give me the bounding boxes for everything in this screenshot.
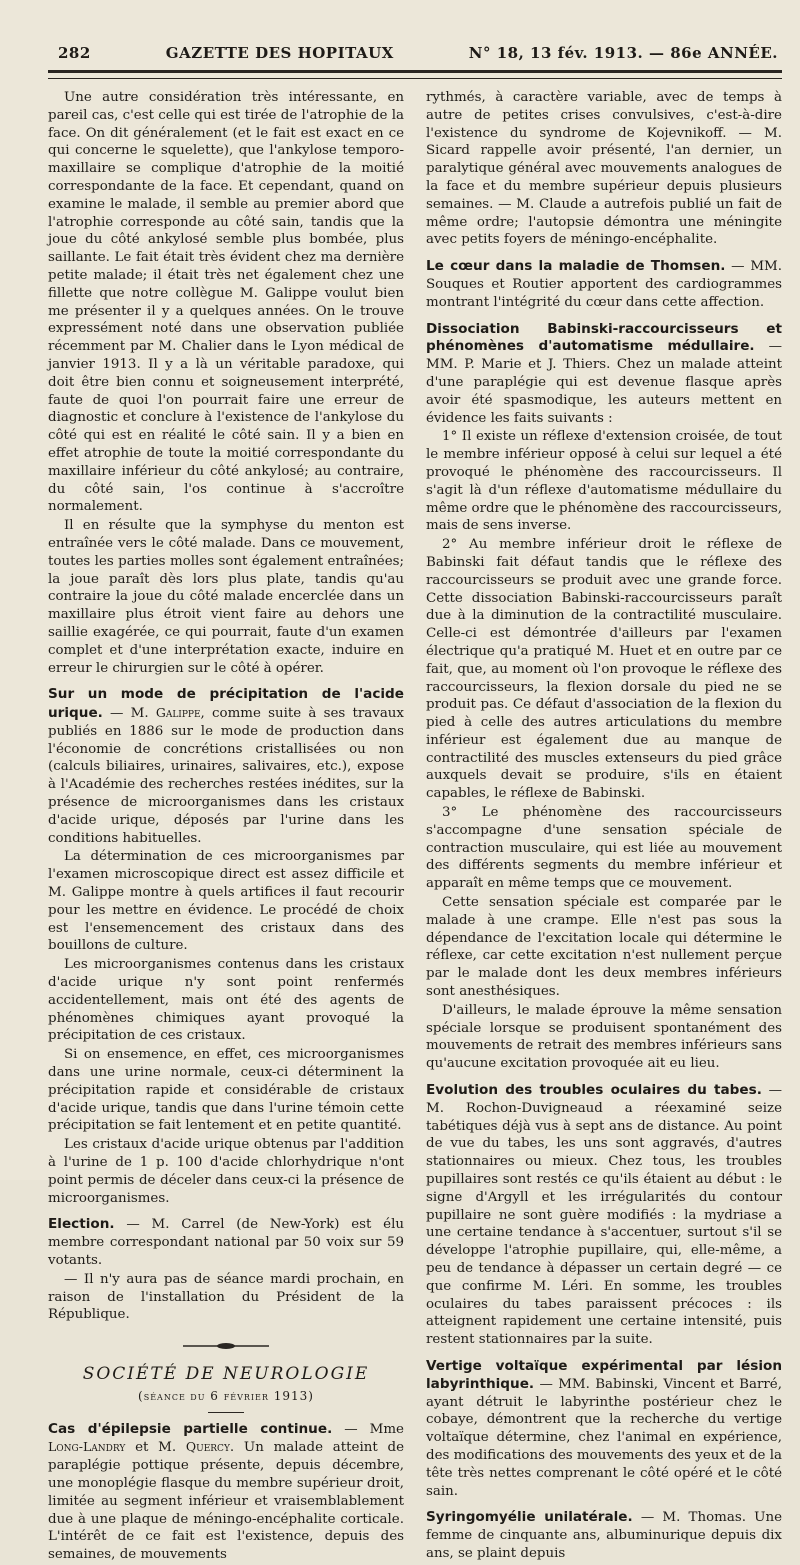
paragraph: 3° Le phénomène des raccourcisseurs s'accompagne d'une sensation spéciale de contraction musculaire, qui est liée au mouvement des différents segments du membre inférieur et apparaît en même temps que ce mouvement. — [426, 805, 782, 892]
section-election: Election. — M. Carrel (de New-York) est élu membre correspondant national par 50 voix sur 59 votants. — [48, 1216, 404, 1268]
section-vertigo: Vertige voltaïque expérimental par lésion labyrinthique. — MM. Babinski, Vincent et Barré, ayant détruit le labyrinthe postérieur chez le cobaye, démontrent que la recherche du vertige voltaïque détermine, chez l'animal en expérience, des modifications des mouvements des yeux et de la tête très nettes comprenant le côté opéré et le côté sain. — [426, 1357, 782, 1499]
paragraph: Les cristaux d'acide urique obtenus par l'addition à l'urine de 1 p. 100 d'acide chlorhydrique n'ont point permis de déceler dans ceux-ci la présence de microorganismes. — [48, 1137, 404, 1206]
page-number: 282 — [58, 44, 91, 62]
author-name: Galippe — [155, 705, 201, 721]
issue-info: N° 18, 13 fév. 1913. — 86e ANNÉE. — [468, 44, 778, 62]
journal-title: GAZETTE DES HOPITAUX — [165, 44, 394, 62]
section-uric-acid: Sur un mode de précipitation de l'acide urique. — M. Galippe, comme suite à ses travaux publiés en 1886 sur le mode de production dans l'économie de concrétions cristallisées ou non (calculs biliaires, urinaires, salivaires, etc.), expose à l'Académie des recherches restées inédites, sur la présence de microorganismes dans les cristaux d'acide urique, déposés par l'urine dans les conditions habituelles. — [48, 686, 404, 846]
right-column — [426, 89, 782, 1565]
paragraph: rythmés, à caractère variable, avec de temps à autre de petites crises convulsives, c'est-à-dire l'existence du syndrome de Kojevnikoff. — M. Sicard rappelle avoir présenté, l'an dernier, un paralytique général avec mouvements analogues de la face et du membre supérieur depuis plusieurs semaines. — M. Claude a autrefois publié un fait de même ordre; l'autopsie démontra une méningite avec petits foyers de méningo-encéphalite. — [426, 90, 782, 248]
section-babinski: Dissociation Babinski-raccourcisseurs et phénomènes d'automatisme médullaire. — MM. P. Marie et J. Thiers. Chez un malade atteint d'une paraplégie qui est devenue flasque après avoir été spasmodique, les auteurs mettent en évidence les faits suivants : — [426, 320, 782, 426]
section-epilepsy: Cas d'épilepsie partielle continue. — Mme Long-Landry et M. Quercy. Un malade atteint de paraplégie pottique présente, depuis décembre, une monoplégie flasque du membre supérieur droit, limitée au segment inférieur et vraisemblablement due à une plaque de méningo-encéphalite corticale. L'intérêt de ce fait est l'existence, depuis des semaines, de mouvements — [48, 1420, 404, 1563]
section-heading: Sur un mode de précipitation de l'acide urique. — [48, 686, 404, 722]
header-rule — [48, 70, 782, 79]
text-columns — [48, 89, 782, 1565]
section-heading: Cas d'épilepsie partielle continue. — [48, 1420, 333, 1437]
section-heading: Evolution des troubles oculaires du tabes. — [426, 1082, 762, 1099]
section-heading: Dissociation Babinski-raccourcisseurs et phénomènes d'automatisme médullaire. — [426, 320, 782, 355]
paragraph: Les microorganismes contenus dans les cristaux d'acide urique n'y sont point renfermés accidentellement, mais ont été des agents de phénomènes chimiques ayant provoqué la précipitation de ces cristaux. — [48, 957, 404, 1044]
author-name: Long-Landry — [48, 1439, 126, 1455]
paragraph: Si on ensemence, en effet, ces microorganismes dans une urine normale, ceux-ci déterminent la précipitation rapide et considérable de cristaux d'acide urique, tandis que dans l'urine témoin cette précipitation se fait lentement et en petite quantité. — [48, 1047, 404, 1134]
section-tabes: Evolution des troubles oculaires du tabes. — M. Rochon-Duvigneaud a réexaminé seize tabétiques déjà vus à sept ans de distance. Au point de vue du tabes, les uns sont aggravés, d'autres stationnaires ou mieux. Chez tous, les troubles pupillaires sont restés ce qu'ils étaient au début : le signe d'Argyll et les irrégularités du contour pupillaire ne sont guère modifiés : la mydriase a une certaine tendance à s'accentuer, surtout s'il se développe l'atrophie pupillaire, qui, elle-même, a peu de tendance à dépasser un certain degré — ce que confirme M. Léri. En somme, les troubles oculaires du tabes paraissent précoces : ils atteignent rapidement une certaine intensité, puis restent stationnaires par la suite. — [426, 1082, 782, 1348]
ornament-divider — [48, 1338, 404, 1356]
section-heading: Syringomyélie unilatérale. — [426, 1509, 633, 1526]
paragraph: 1° Il existe un réflexe d'extension croisée, de tout le membre inférieur opposé à celui sur lequel a été provoqué le phénomène des raccourcisseurs. Il s'agit là d'un réflexe d'automatisme médullaire du même ordre que le phénomène des raccourcisseurs, mais de sens inverse. — [426, 429, 782, 534]
ornament-rule-icon — [181, 1342, 271, 1350]
paragraph: Cette sensation spéciale est comparée par le malade à une crampe. Elle n'est pas sous la dépendance de l'excitation locale qui détermine le réflexe, car cette excitation n'est nullement perçue par le malade dont les deux membres inférieurs sont anesthésiques. — [426, 895, 782, 1000]
paragraph: D'ailleurs, le malade éprouve la même sensation spéciale lorsque se produisent spontanément des mouvements de retrait des membres inférieurs sans qu'aucune excitation provoquée ait eu lieu. — [426, 1002, 782, 1072]
section-heading: Vertige voltaïque expérimental par lésion labyrinthique. — [426, 1357, 782, 1392]
short-divider — [208, 1412, 244, 1413]
paragraph: La détermination de ces microorganismes par l'examen microscopique direct est assez difficile et M. Galippe montre à quels artifices il faut recourir pour les mettre en évidence. Le procédé de choix est l'ensemencement des cristaux dans des bouillons de culture. — [48, 849, 404, 954]
section-syringomyelia: Syringomyélie unilatérale. — M. Thomas. Une femme de cinquante ans, albuminurique depuis dix ans, se plaint depuis — [426, 1509, 782, 1561]
society-title: SOCIÉTÉ DE NEUROLOGIE — [82, 1363, 370, 1384]
left-column — [48, 89, 404, 1565]
section-heading: Le cœur dans la maladie de Thomsen. — [426, 258, 726, 275]
paragraph: — Il n'y aura pas de séance mardi prochain, en raison de l'installation du Président de la République. — [48, 1271, 404, 1323]
session-date: (séance du 6 février 1913) — [138, 1388, 314, 1403]
paragraph: Il en résulte que la symphyse du menton est entraînée vers le côté malade. Dans ce mouvement, toutes les parties molles sont également entraînées; la joue paraît dès lors plus plate, tandis qu'au contraire la joue du côté malade encerclée dans un maxillaire plus étroit vient faire au dehors une saillie exagérée, ce qui pourrait, faute d'un examen complet et d'une interprétation exacte, induire en erreur le chirurgien sur le côté à opérer. — [48, 518, 404, 676]
paragraph: Une autre considération très intéressante, en pareil cas, c'est celle qui est tirée de l'atrophie de la face. On dit généralement (et le fait est exact en ce qui concerne le squelette), que l'ankylose temporo-maxillaire se complique d'atrophie de la moitié correspondante de la face. Et cependant, quand on examine le malade, il semble au premier abord que l'atrophie corresponde au côté sain, tandis que la joue du côté ankylosé semble plus bombée, plus saillante. Le fait était très évident chez ma dernière petite malade; il était très net également chez une fillette que notre collègue M. Galippe voulut bien me présenter il y a quelques années. On le trouve expressément noté dans une observation publiée récemment par M. Chalier dans le Lyon médical de janvier 1913. Il y a là un véritable paradoxe, qui doit être bien connu et soigneusement interprété, faute de quoi l'on pourrait faire une erreur de diagnostic et conclure à l'existence de l'ankylose du côté qui est en réalité le côté sain. Il y a bien en effet atrophie de toute la moitié correspondante du maxillaire inférieur du côté ankylosé; au contraire, du côté sain, l'os continue à s'accroître normalement. — [48, 90, 404, 515]
section-heading: Election. — [48, 1216, 115, 1233]
author-name: Quercy — [185, 1439, 230, 1455]
section-thomsen: Le cœur dans la maladie de Thomsen. — MM. Souques et Routier apportent des cardiogrammes montrant l'intégrité du cœur dans cette affection. — [426, 258, 782, 310]
page-header — [48, 44, 782, 70]
paragraph: 2° Au membre inférieur droit le réflexe de Babinski fait défaut tandis que le réflexe des raccourcisseurs se produit avec une grande force. Cette dissociation Babinski-raccourcisseurs paraît due à la diminution de la contractilité musculaire. Celle-ci est démontrée d'ailleurs par l'examen électrique qu'a pratiqué M. Huet et en outre par ce fait, que, au moment où l'on provoque le réflexe des raccourcisseurs, la flexion dorsale du pied ne se produit pas. Ce défaut d'association de la flexion du pied à celle des autres articulations du membre inférieur est également due au manque de contractilité des muscles extenseurs du pied grâce auxquels devait se produire, s'ils en étaient capables, le réflexe de Babinski. — [426, 537, 782, 802]
